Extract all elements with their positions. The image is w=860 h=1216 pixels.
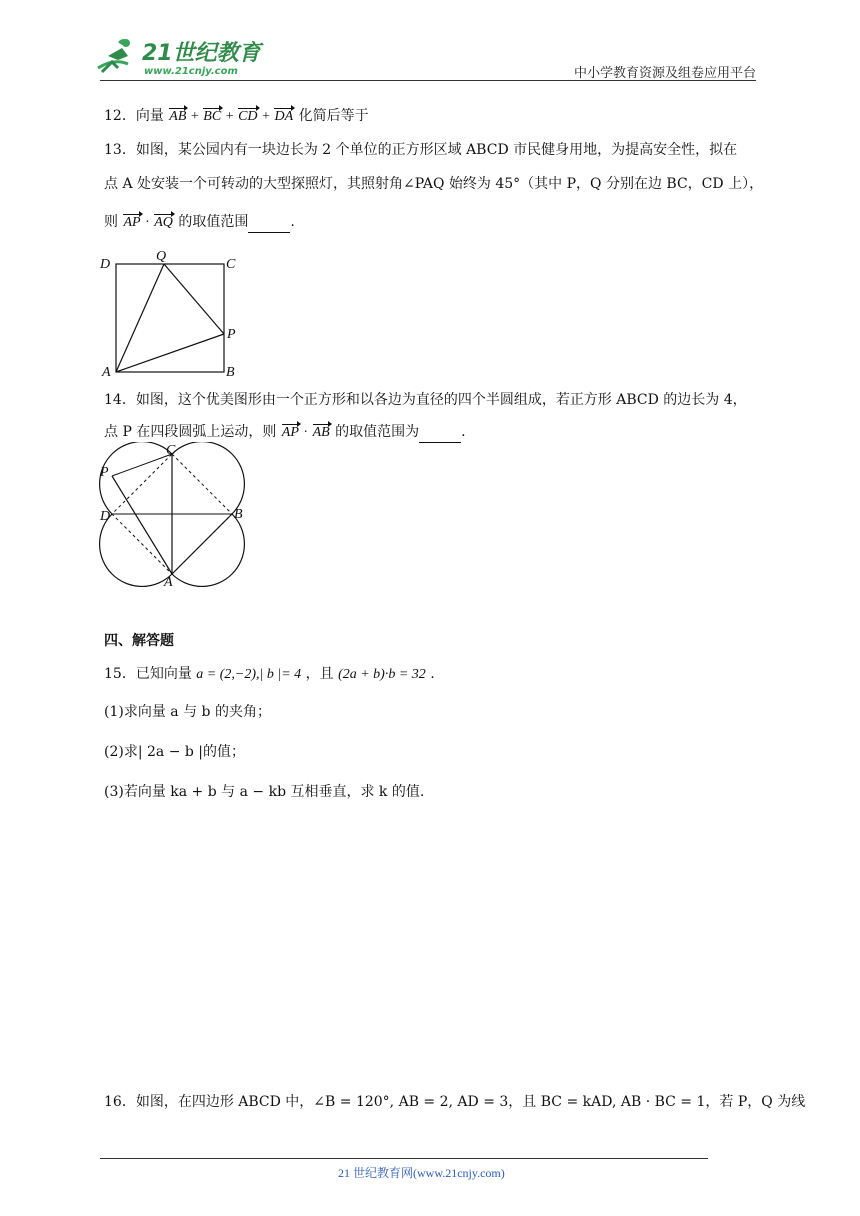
vector-ab-14: AB bbox=[312, 423, 331, 443]
q12-suffix: 化简后等于 bbox=[298, 108, 369, 124]
label-a: A bbox=[102, 365, 111, 378]
question-15-line1 bbox=[104, 664, 435, 685]
q15-math1: a = (2,−2),| b |= 4 bbox=[196, 667, 302, 682]
answer-blank bbox=[248, 218, 290, 233]
figure-13-square bbox=[96, 248, 256, 378]
vector-da: DA bbox=[273, 107, 294, 127]
header-platform-text: 中小学教育资源及组卷应用平台 bbox=[574, 66, 757, 81]
question-16-line1: 16．如图，在四边形 ABCD 中，∠B = 120°, AB = 2, AD = 3，且 BC = kAD, AB · BC = 1，若 P，Q 为线 bbox=[104, 1094, 806, 1110]
question-13-line3: 则 AP · AQ 的取值范围 . bbox=[104, 212, 295, 233]
header-rule bbox=[100, 80, 756, 81]
question-14-line1: 14．如图，这个优美图形由一个正方形和以各边为直径的四个半圆组成，若正方形 ABCD 的边长为 4， bbox=[104, 392, 747, 408]
q14-end: . bbox=[461, 424, 466, 440]
label-b-14: B bbox=[234, 507, 243, 522]
label-d: D bbox=[100, 257, 111, 272]
q14-pre: 点 P 在四段圆弧上运动，则 bbox=[104, 424, 277, 440]
q15-pre: 15．已知向量 bbox=[104, 666, 192, 682]
vector-ap: AP bbox=[122, 213, 141, 233]
vector-aq: AQ bbox=[153, 213, 174, 233]
question-15-sub2: (2)求| 2a − b |的值； bbox=[104, 744, 246, 760]
q13-pre: 则 bbox=[104, 214, 118, 230]
question-15-sub3: (3)若向量 ka + b 与 a − kb 互相垂直，求 k 的值. bbox=[104, 784, 425, 800]
q13-post: 的取值范围 bbox=[178, 214, 249, 230]
header-logo bbox=[96, 34, 266, 78]
q12-prefix: 12．向量 bbox=[104, 108, 164, 124]
label-q: Q bbox=[156, 249, 167, 264]
vector-ap-14: AP bbox=[281, 423, 300, 443]
figure-14-flower bbox=[94, 442, 254, 588]
footer-text: 21 世纪教育网(www.21cnjy.com) bbox=[338, 1166, 505, 1180]
label-a-14: A bbox=[164, 575, 173, 588]
q13-end: . bbox=[290, 214, 295, 230]
label-d-14: D bbox=[100, 509, 111, 524]
label-p: P bbox=[227, 327, 236, 342]
answer-blank-14 bbox=[419, 428, 461, 443]
vector-cd: CD bbox=[237, 107, 258, 127]
label-p-14: P bbox=[100, 465, 109, 480]
logo-url: www.21cnjy.com bbox=[144, 66, 238, 77]
q14-post: 的取值范围为 bbox=[335, 424, 420, 440]
question-13-line1: 13．如图，某公园内有一块边长为 2 个单位的正方形区域 ABCD 市民健身用地，为提高安全性，拟在 bbox=[104, 142, 738, 158]
label-c-14: C bbox=[166, 443, 176, 458]
vector-bc: BC bbox=[202, 107, 222, 127]
q15-math2: (2a + b)·b = 32 bbox=[338, 667, 426, 682]
label-c: C bbox=[226, 257, 236, 272]
section-title: 四、解答题 bbox=[104, 633, 174, 649]
q15-end: . bbox=[430, 666, 435, 682]
question-15-sub1: (1)求向量 a 与 b 的夹角； bbox=[104, 704, 271, 720]
q15-mid: ，且 bbox=[305, 666, 334, 682]
logo-text: 21世纪教育 bbox=[142, 41, 261, 66]
vector-ab: AB bbox=[168, 107, 187, 127]
question-14-line2: 点 P 在四段圆弧上运动，则 AP · AB 的取值范围为 . bbox=[104, 422, 466, 443]
label-b: B bbox=[226, 365, 235, 378]
question-12: 12．向量 AB + BC + CD + DA 化简后等于 bbox=[104, 106, 369, 127]
footer-rule bbox=[100, 1158, 708, 1159]
question-13-line2: 点 A 处安装一个可转动的大型探照灯，其照射角∠PAQ 始终为 45°（其中 P，Q 分别在边 BC，CD 上）， bbox=[104, 176, 764, 192]
runner-logo-icon bbox=[96, 34, 266, 78]
